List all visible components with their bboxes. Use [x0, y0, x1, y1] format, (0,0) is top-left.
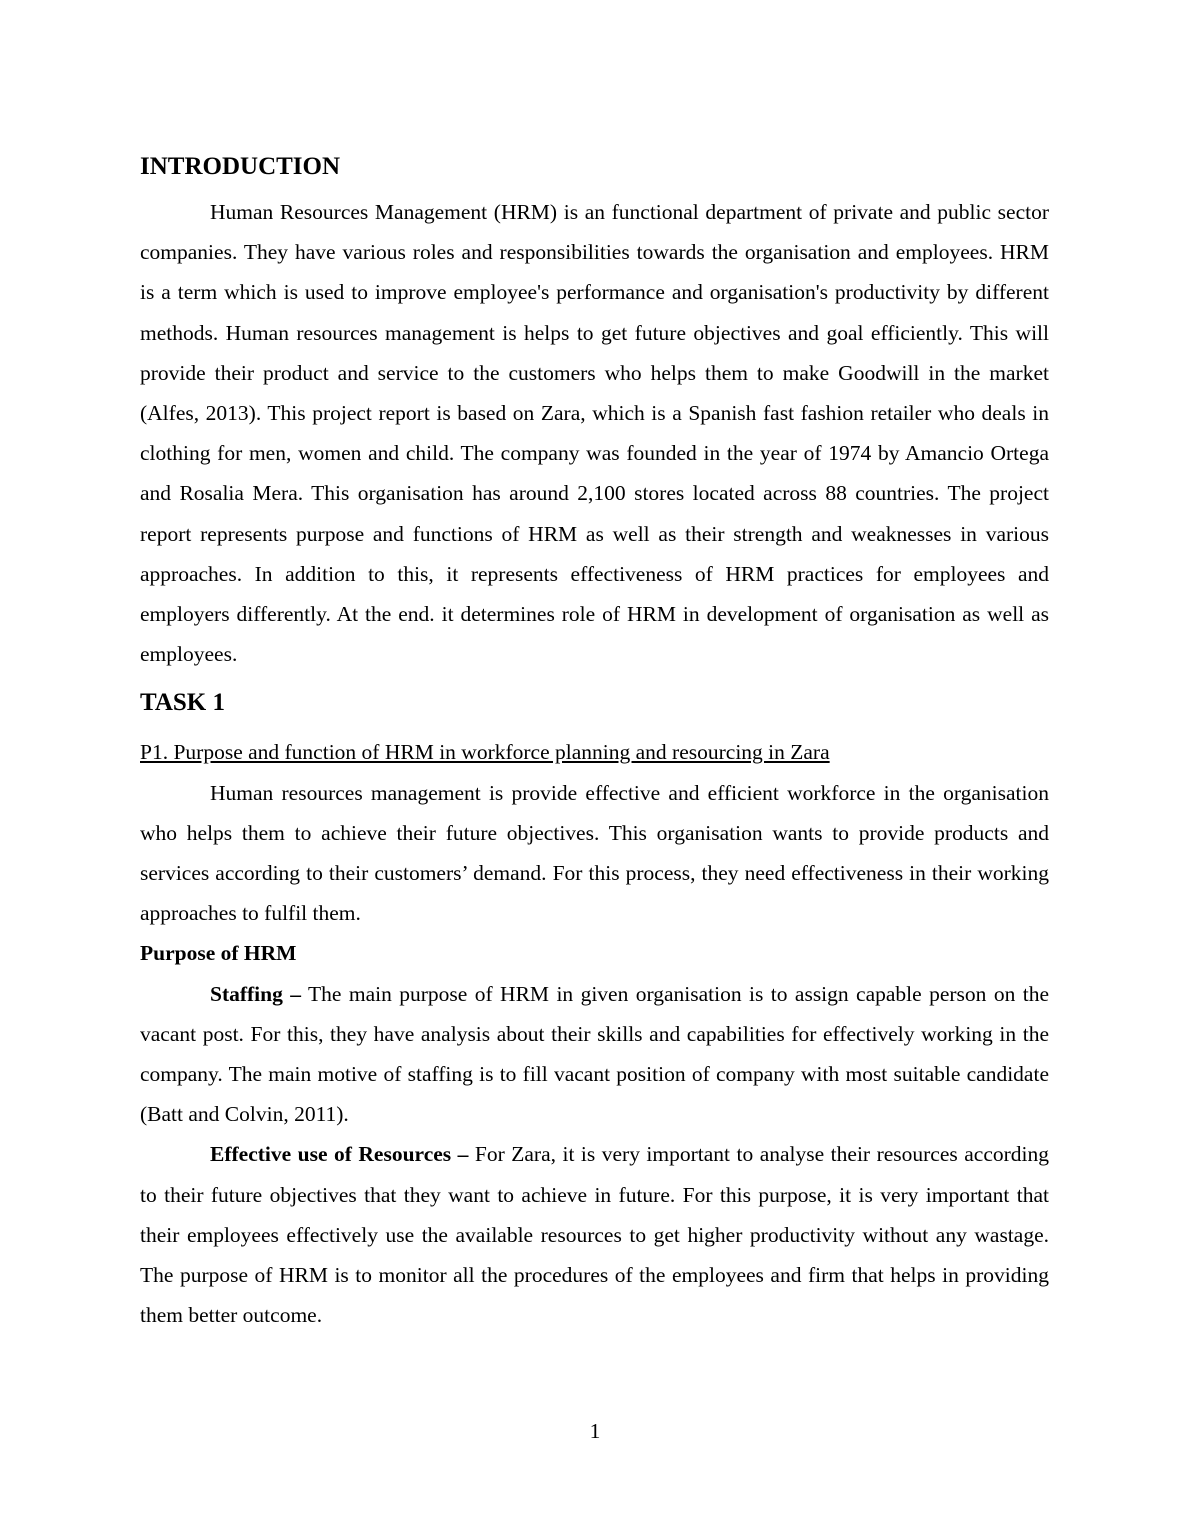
staffing-text: The main purpose of HRM in given organisation is to assign capable person on the vacant post. For this, they have analysis about their skills and capabilities for effectively working in the company. The main motive of staffing is to fill vacant position of company with most suitable candidate (Batt and Colvin, 2011).	[140, 981, 1049, 1127]
effective-use-of-resources-paragraph	[140, 1134, 1049, 1335]
task-1-heading: TASK 1	[140, 689, 225, 717]
purpose-of-hrm-heading: Purpose of HRM	[140, 941, 297, 966]
staffing-lead: Staffing –	[210, 981, 302, 1006]
page-number: 1	[589, 1419, 601, 1443]
p1-paragraph: Human resources management is provide effective and efficient workforce in the organisation who helps them to achieve their future objectives. This organisation wants to provide products and services according to their customers’ demand. For this process, they need effectiveness in their working approaches to fulfil them.	[140, 780, 1049, 926]
document-body	[140, 150, 1049, 1335]
introduction-heading: INTRODUCTION	[140, 153, 341, 180]
introduction-paragraph: Human Resources Management (HRM) is an functional department of private and public sector companies. They have various roles and responsibilities towards the organisation and employees. HRM is a term which is used to improve employee's performance and organisation's productivity by different methods. Human resources management is helps to get future objectives and goal efficiently. This will provide their product and service to the customers who helps them to make Goodwill in the market (Alfes, 2013). This project report is based on Zara, which is a Spanish fast fashion retailer who deals in clothing for men, women and child. The company was founded in the year of 1974 by Amancio Ortega and Rosalia Mera. This organisation has around 2,100 stores located across 88 countries. The project report represents purpose and functions of HRM as well as their strength and weaknesses in various approaches. In addition to this, it represents effectiveness of HRM practices for employees and employers differently. At the end. it determines role of HRM in development of organisation as well as employees.	[140, 200, 1049, 667]
p1-subheading: P1. Purpose and function of HRM in workforce planning and resourcing in Zara	[140, 740, 830, 765]
resources-text: For Zara, it is very important to analyse their resources according to their future objectives that they want to achieve in future. For this purpose, it is very important that their employees effectively use the available resources to get higher productivity without any wastage. The purpose of HRM is to monitor all the procedures of the employees and firm that helps in providing them better outcome.	[140, 1142, 1049, 1328]
resources-lead: Effective use of Resources –	[210, 1142, 469, 1167]
staffing-paragraph	[140, 974, 1049, 1135]
